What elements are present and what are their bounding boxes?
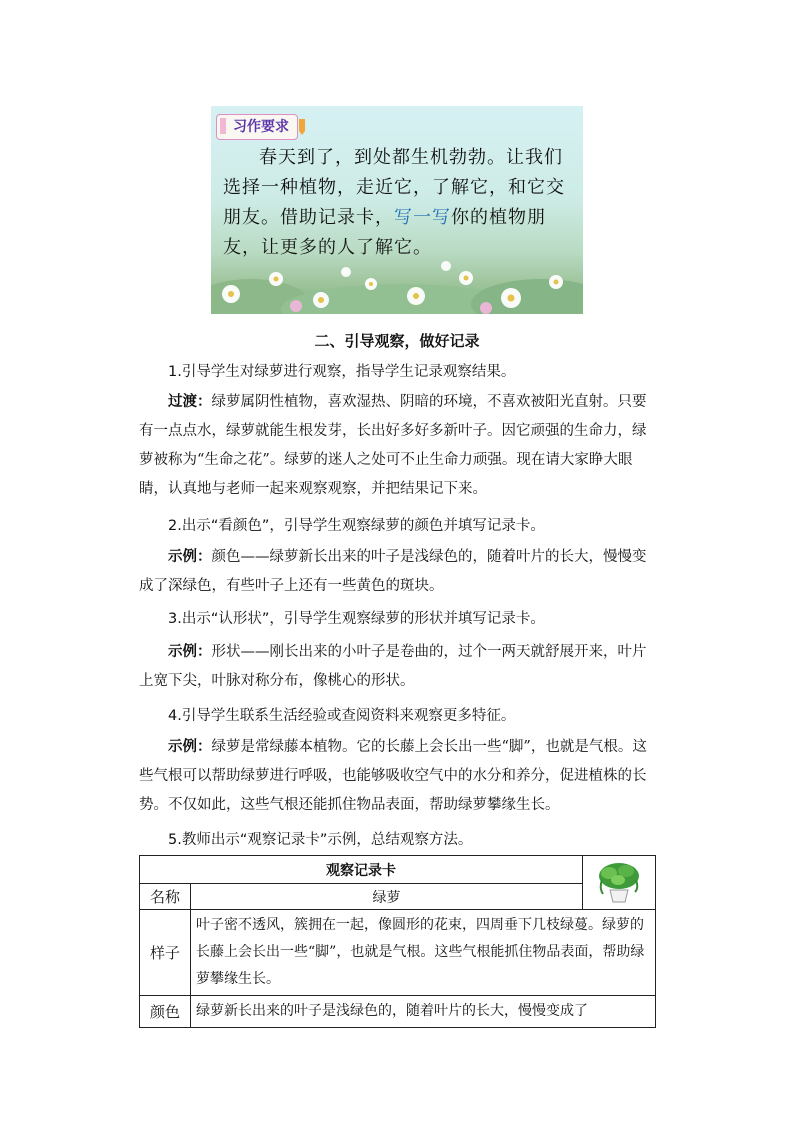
example-shape bbox=[139, 638, 659, 696]
writing-requirement-banner bbox=[211, 106, 583, 314]
plant-illustration bbox=[583, 856, 656, 910]
example-color bbox=[139, 543, 659, 601]
requirement-tag bbox=[216, 114, 298, 140]
paragraph-prefix: 示例： bbox=[168, 644, 212, 660]
paragraph-text: 绿萝属阴性植物，喜欢湿热、阴暗的环境，不喜欢被阳光直射。只要有一点点水，绿萝就能生根发芽，长出好多好多新叶子。因它顽强的生命力，绿萝被称为“生命之花”。绿萝的迷人之处可不止生命力顽强。现在请大家睁大眼睛，认真地与老师一起来观察观察，并把结果记下来。 bbox=[139, 394, 647, 497]
transition-paragraph bbox=[139, 388, 659, 504]
step-1: 1.引导学生对绿萝进行观察，指导学生记录观察结果。 bbox=[168, 364, 516, 380]
paragraph-prefix: 示例： bbox=[168, 549, 212, 565]
example-roots bbox=[139, 733, 659, 820]
tag-label: 习作要求 bbox=[233, 119, 289, 135]
look-value: 叶子密不透风，簇拥在一起，像圆形的花束，四周垂下几枝绿蔓。绿萝的长藤上会长出一些“脚”，也就是气根。这些气根能抓住物品表面，帮助绿萝攀缘生长。 bbox=[191, 910, 656, 996]
color-label: 颜色 bbox=[140, 996, 191, 1028]
color-value: 绿萝新长出来的叶子是浅绿色的，随着叶片的长大，慢慢变成了 bbox=[191, 996, 656, 1028]
highlight-write: 写一写 bbox=[394, 207, 451, 228]
pencil-icon bbox=[297, 119, 307, 135]
requirement-text-end: 你的植物朋友，让更多的人了解它。 bbox=[223, 207, 546, 258]
card-title: 观察记录卡 bbox=[140, 856, 583, 884]
step-3: 3.出示“认形状”，引导学生观察绿萝的形状并填写记录卡。 bbox=[168, 611, 545, 627]
step-2: 2.出示“看颜色”，引导学生观察绿萝的颜色并填写记录卡。 bbox=[168, 518, 545, 534]
name-label: 名称 bbox=[140, 884, 191, 910]
requirement-text bbox=[223, 143, 573, 263]
pothos-icon bbox=[596, 858, 642, 904]
paragraph-text: 颜色——绿萝新长出来的叶子是浅绿色的，随着叶片的长大，慢慢变成了深绿色，有些叶子上还有一些黄色的斑块。 bbox=[139, 549, 647, 594]
observation-record-card bbox=[139, 855, 656, 1028]
paragraph-text: 绿萝是常绿藤本植物。它的长藤上会长出一些“脚”，也就是气根。这些气根可以帮助绿萝进行呼吸，也能够吸收空气中的水分和养分，促进植株的长势。不仅如此，这些气根还能抓住物品表面，帮助绿萝攀缘生长。 bbox=[139, 739, 647, 813]
look-label: 样子 bbox=[140, 910, 191, 996]
section-heading: 二、引导观察，做好记录 bbox=[314, 332, 480, 350]
requirement-text-part: 春天到了，到处都生机勃勃。让我们选择一种植物，走近它，了解它，和它交朋友。借助记录卡， bbox=[223, 147, 565, 228]
paragraph-prefix: 过渡： bbox=[168, 394, 212, 410]
step-5: 5.教师出示“观察记录卡”示例，总结观察方法。 bbox=[168, 832, 473, 848]
step-4: 4.引导学生联系生活经验或查阅资料来观察更多特征。 bbox=[168, 708, 516, 724]
ribbon-icon bbox=[219, 118, 227, 134]
paragraph-text: 形状——刚长出来的小叶子是卷曲的，过个一两天就舒展开来，叶片上宽下尖，叶脉对称分布，像桃心的形状。 bbox=[139, 644, 647, 689]
paragraph-prefix: 示例： bbox=[168, 739, 212, 755]
name-value: 绿萝 bbox=[191, 884, 583, 910]
